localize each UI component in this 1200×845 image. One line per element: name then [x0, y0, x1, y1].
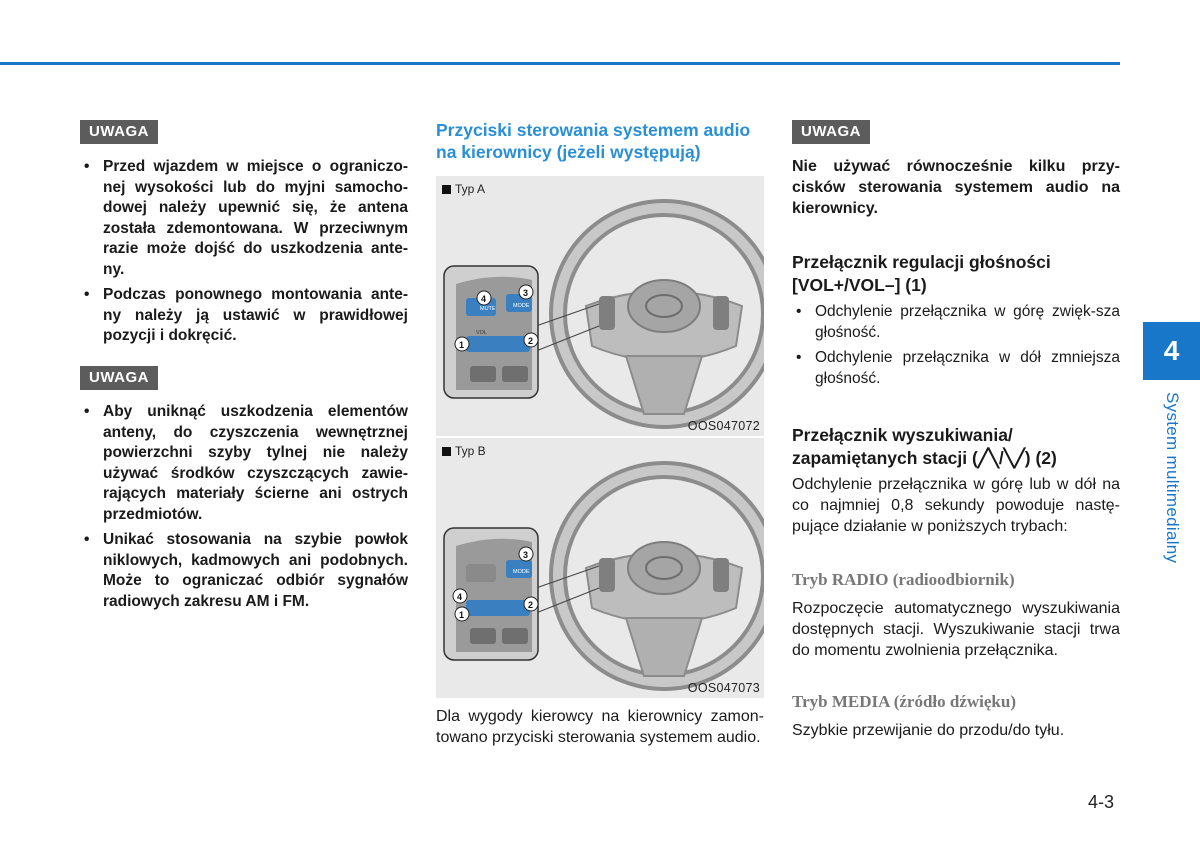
warning-text: Nie używać równocześnie kilku przy-cisków sterowania systemem audio na kierownicy.: [792, 158, 1120, 217]
marker-1: 1: [459, 610, 465, 620]
figure-code: OOS047072: [687, 419, 760, 433]
list-item: • Przed wjazdem w miejsce o ograniczo-nej wysokości lub do myjni samocho-dowej należy upewnić się, że antena została zdemontowana. W przeciwnym razie może dojść do uszkodzenia ante-ny.: [80, 157, 408, 280]
square-icon: [442, 447, 451, 456]
chapter-title: System multimedialny: [1163, 392, 1182, 564]
chapter-tab: 4: [1143, 322, 1200, 380]
figure-code: OOS047073: [687, 681, 760, 695]
marker-2: 2: [528, 600, 534, 610]
radio-heading: Tryb RADIO (radioodbiornik): [792, 570, 1015, 589]
caption: Dla wygody kierowcy na kierownicy zamon-towano przyciski sterowania systemem audio.: [436, 708, 764, 746]
list-item: • Unikać stosowania na szybie powłok niklowych, kadmowych ani podobnych. Może to ograniczać odbiór sygnałów radiowych zakresu AM i FM.: [80, 530, 408, 612]
warning-list-2: [80, 402, 408, 617]
search-text: Odchylenie przełącznika w górę lub w dół na co najmniej 0,8 sekundy powoduje nastę-pujące działanie w poniższych trybach:: [792, 476, 1120, 535]
media-text: Szybkie przewijanie do przodu/do tyłu.: [792, 722, 1065, 739]
marker-1: 1: [459, 340, 465, 350]
figure-type-a: [436, 176, 764, 436]
list-item: • Aby uniknąć uszkodzenia elementów anteny, do czyszczenia wewnętrznej powierzchni szyby tylnej nie należy używać środków czyszczących zawie-rających materiały ścierne ani ostrych przedmiotów.: [80, 402, 408, 525]
warning-box-1: [80, 120, 158, 144]
warning-label: UWAGA: [792, 120, 870, 144]
mute-button-label: MUTE: [480, 306, 496, 312]
steering-wheel-illustration: [436, 176, 764, 436]
volume-list: [792, 302, 1120, 394]
list-item: • Podczas ponownego montowania ante-ny należy ją ustawić w prawidłowej pozycji i dokręcić.: [80, 285, 408, 347]
top-rule: [0, 62, 1120, 65]
figure-label: [442, 182, 485, 196]
marker-3: 3: [523, 288, 529, 298]
page-number: 4-3: [1088, 792, 1115, 812]
warning-box-3: [792, 120, 870, 144]
figure-label-text: Typ A: [455, 182, 486, 196]
warning-box-2: [80, 366, 158, 390]
figure-label: [442, 444, 486, 458]
marker-3: 3: [523, 550, 529, 560]
search-heading: Przełącznik wyszukiwania/ zapamiętanych stacji (╱╲/╲╱) (2): [792, 425, 1057, 468]
square-icon: [442, 185, 451, 194]
mode-button-label: MODE: [513, 303, 530, 309]
figure-type-b: [436, 436, 764, 698]
marker-4: 4: [481, 294, 487, 304]
warning-label: UWAGA: [80, 120, 158, 144]
warning-list-1: [80, 157, 408, 352]
volume-heading: Przełącznik regulacji głośności [VOL+/VOL–] (1): [792, 252, 1051, 295]
mode-button-label: MODE: [513, 569, 530, 575]
marker-4: 4: [457, 592, 463, 602]
figure-label-text: Typ B: [455, 444, 486, 458]
media-heading: Tryb MEDIA (źródło dźwięku): [792, 692, 1016, 711]
list-item: • Odchylenie przełącznika w górę zwięk-sza głośność.: [792, 302, 1120, 343]
warning-label: UWAGA: [80, 366, 158, 390]
section-heading: Przyciski sterowania systemem audio na kierownicy (jeżeli występują): [436, 120, 751, 162]
list-item: • Odchylenie przełącznika w dół zmniejsza głośność.: [792, 348, 1120, 389]
steering-wheel-illustration: [436, 438, 764, 698]
radio-text: Rozpoczęcie automatycznego wyszukiwania dostępnych stacji. Wyszukiwanie stacji trwa do momentu zwolnienia przełącznika.: [792, 600, 1120, 659]
marker-2: 2: [528, 336, 534, 346]
vol-label: VOL: [476, 330, 488, 336]
